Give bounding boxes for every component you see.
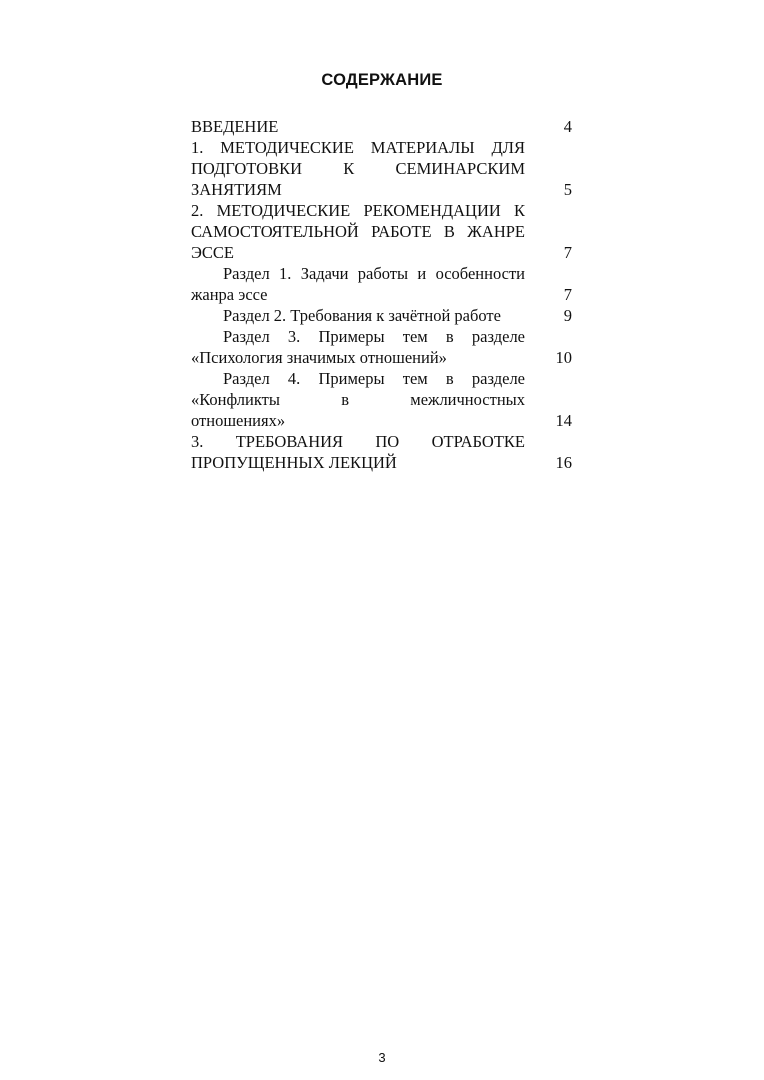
- toc-entry-line: ВВЕДЕНИЕ: [191, 117, 279, 136]
- toc-entry-line: Раздел 2. Требования к зачётной работе: [223, 306, 501, 325]
- toc-entry-line: Раздел 3. Примеры тем в разделе: [223, 327, 525, 346]
- toc-entry: [191, 326, 573, 368]
- toc-entry: [191, 305, 573, 326]
- toc-entry-line: 1. МЕТОДИЧЕСКИЕ МАТЕРИАЛЫ ДЛЯ: [191, 138, 525, 157]
- toc-page-number: 7: [563, 243, 572, 262]
- table-of-contents: [191, 116, 573, 473]
- toc-page-number: 14: [555, 411, 572, 430]
- toc-page-number: 10: [555, 348, 572, 367]
- toc-entry: [191, 263, 573, 305]
- toc-entry-line: «Конфликты в межличностных: [191, 390, 525, 409]
- toc-entry-line: жанра эссе: [191, 285, 268, 304]
- toc-entry-line: ЭССЕ: [191, 243, 234, 262]
- toc-page-number: 5: [563, 180, 572, 199]
- toc-page-number: 7: [563, 285, 572, 304]
- toc-entry-line: «Психология значимых отношений»: [191, 348, 447, 367]
- page-number: 3: [378, 1050, 386, 1065]
- page-title: СОДЕРЖАНИЕ: [321, 71, 443, 89]
- toc-entry-line: 2. МЕТОДИЧЕСКИЕ РЕКОМЕНДАЦИИ К: [191, 201, 525, 220]
- toc-entry: [191, 431, 573, 473]
- toc-page-number: 4: [563, 117, 572, 136]
- toc-entry: [191, 116, 573, 137]
- toc-entry-line: 3. ТРЕБОВАНИЯ ПО ОТРАБОТКЕ: [191, 432, 525, 451]
- toc-entry-line: Раздел 4. Примеры тем в разделе: [223, 369, 525, 388]
- toc-page-number: 16: [555, 453, 572, 472]
- toc-entry-line: ПОДГОТОВКИ К СЕМИНАРСКИМ: [191, 159, 525, 178]
- toc-entry-line: ПРОПУЩЕННЫХ ЛЕКЦИЙ: [191, 453, 397, 472]
- toc-entry: [191, 368, 573, 431]
- toc-page-number: 9: [563, 306, 572, 325]
- toc-entry-line: Раздел 1. Задачи работы и особенности: [223, 264, 525, 283]
- toc-entry-line: отношениях»: [191, 411, 286, 430]
- toc-entry-line: САМОСТОЯТЕЛЬНОЙ РАБОТЕ В ЖАНРЕ: [191, 222, 525, 241]
- toc-entry: [191, 137, 573, 200]
- toc-entry: [191, 200, 573, 263]
- toc-entry-line: ЗАНЯТИЯМ: [191, 180, 282, 199]
